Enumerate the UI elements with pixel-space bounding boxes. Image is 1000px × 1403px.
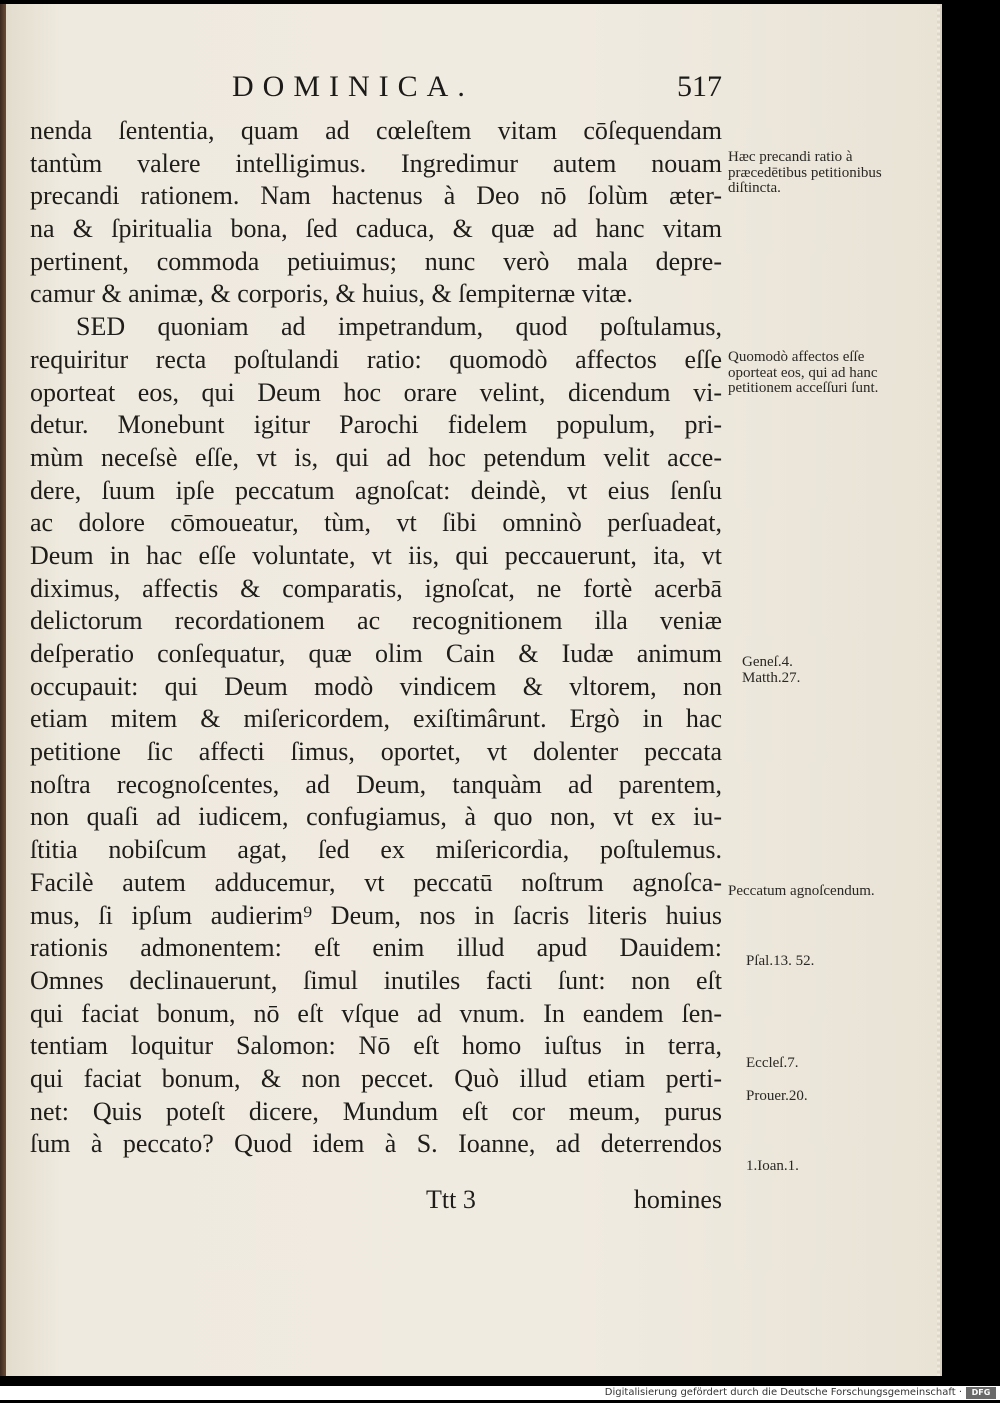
text-line: tentiam loquitur Salomon: Nō eſt homo iuſtus in terra, — [30, 1031, 722, 1061]
text-line: Facilè autem adducemur, vt peccatū noſtrum agnoſca- — [30, 867, 722, 897]
text-line: tantùm valere intelligimus. Ingredimur autem nouam — [30, 148, 722, 178]
margin-note: 1.Ioan.1. — [746, 1158, 799, 1174]
text-line: rationis admonentem: eſt enim illud apud Dauidem: — [30, 933, 722, 963]
text-line: Omnes declinauerunt, ſimul inutiles facti ſunt: non eſt — [30, 965, 722, 995]
margin-note: Pſal.13. 52. — [746, 953, 815, 969]
main-text-column — [30, 115, 722, 1161]
text-line: ſum à peccato? Quod idem à S. Ioanne, ad deterrendos — [30, 1129, 722, 1159]
margin-note: Geneſ.4. Matth.27. — [742, 654, 801, 686]
text-line: SED quoniam ad impetrandum, quod poſtulamus, — [76, 312, 722, 342]
scan-footer — [0, 1386, 1000, 1400]
page-footer-line — [30, 1185, 722, 1219]
text-line: net: Quis poteſt dicere, Mundum eſt cor meum, purus — [30, 1096, 722, 1126]
text-line: noſtra recognoſcentes, ad Deum, tanquàm ad parentem, — [30, 769, 722, 799]
text-line: camur & animæ, & corporis, & huius, & ſempiternæ vitæ. — [30, 279, 633, 309]
text-line: occupauit: qui Deum modò vindicem & vltorem, non — [30, 671, 722, 701]
text-line: ac dolore cōmoueatur, tùm, vt ſibi omninò perſuadeat, — [30, 508, 722, 538]
margin-note: Hæc precandi ratio à præcedētibus petitionibus diſtincta. — [728, 149, 882, 196]
text-line: non quaſi ad iudicem, confugiamus, à quo non, vt ex iu- — [30, 802, 722, 832]
catchword: homines — [633, 1185, 722, 1214]
margin-note: Quomodò affectos eſſe oporteat eos, qui ad hanc petitionem acceſſuri ſunt. — [728, 349, 879, 396]
text-line: oporteat eos, qui Deum hoc orare velint, dicendum vi- — [30, 377, 722, 407]
dfg-logo-icon: DFG — [966, 1387, 996, 1399]
margin-note: Peccatum agnoſcendum. — [728, 883, 875, 899]
text-line: mus, ſi ipſum audierim⁹ Deum, nos in ſacris literis huius — [30, 900, 722, 930]
text-line: na & ſpiritualia bona, ſed caduca, & quæ ad hanc vitam — [30, 214, 722, 244]
signature-mark: Ttt 3 — [426, 1185, 476, 1214]
text-line: delictorum recordationem ac recognitionem illa veniæ — [30, 606, 722, 636]
text-line: pertinent, commoda petiuimus; nunc verò mala depre- — [30, 246, 722, 276]
text-line: dere, ſuum ipſe peccatum agnoſcat: deindè, vt eius ſenſu — [30, 475, 722, 505]
text-line: diximus, affectis & comparatis, ignoſcat, ne fortè acerbā — [30, 573, 722, 603]
text-line: petitione ſic affecti ſimus, oportet, vt dolenter peccata — [30, 737, 722, 767]
page-edge — [937, 4, 940, 1376]
margin-notes-column — [728, 4, 888, 1376]
funding-credit: Digitalisierung gefördert durch die Deutsche Forschungsgemeinschaft · — [604, 1387, 962, 1398]
text-line: deſperatio conſequatur, quæ olim Cain & Iudæ animum — [30, 639, 722, 668]
text-line: detur. Monebunt igitur Parochi fidelem populum, pri- — [30, 410, 722, 440]
text-line: requiritur recta poſtulandi ratio: quomodò affectos eſſe — [30, 344, 722, 374]
text-line: nenda ſententia, quam ad cœleſtem vitam cōſequendam — [30, 116, 722, 145]
margin-note: Prouer.20. — [746, 1088, 808, 1104]
margin-note: Eccleſ.7. — [746, 1055, 799, 1071]
text-line: qui faciat bonum, & non peccet. Quò illud etiam perti- — [30, 1063, 722, 1093]
text-line: precandi rationem. Nam hactenus à Deo nō ſolùm æter- — [30, 181, 722, 211]
page-number: 517 — [677, 70, 722, 103]
text-line: mùm neceſsè eſſe, vt is, qui ad hoc petendum velit acce- — [30, 442, 722, 472]
text-line: qui faciat bonum, nō eſt vſque ad vnum. In eandem ſen- — [30, 998, 722, 1028]
text-line: Deum in hac eſſe voluntate, vt iis, qui peccauerunt, ita, vt — [30, 540, 722, 570]
running-head: DOMINICA. — [232, 70, 474, 103]
page-header — [232, 70, 722, 110]
text-line: etiam mitem & miſericordem, exiſtimârunt. Ergò in hac — [30, 704, 722, 734]
book-page — [6, 4, 940, 1376]
text-line: ſtitia nobiſcum agat, ſed ex miſericordia, poſtulemus. — [30, 835, 722, 865]
